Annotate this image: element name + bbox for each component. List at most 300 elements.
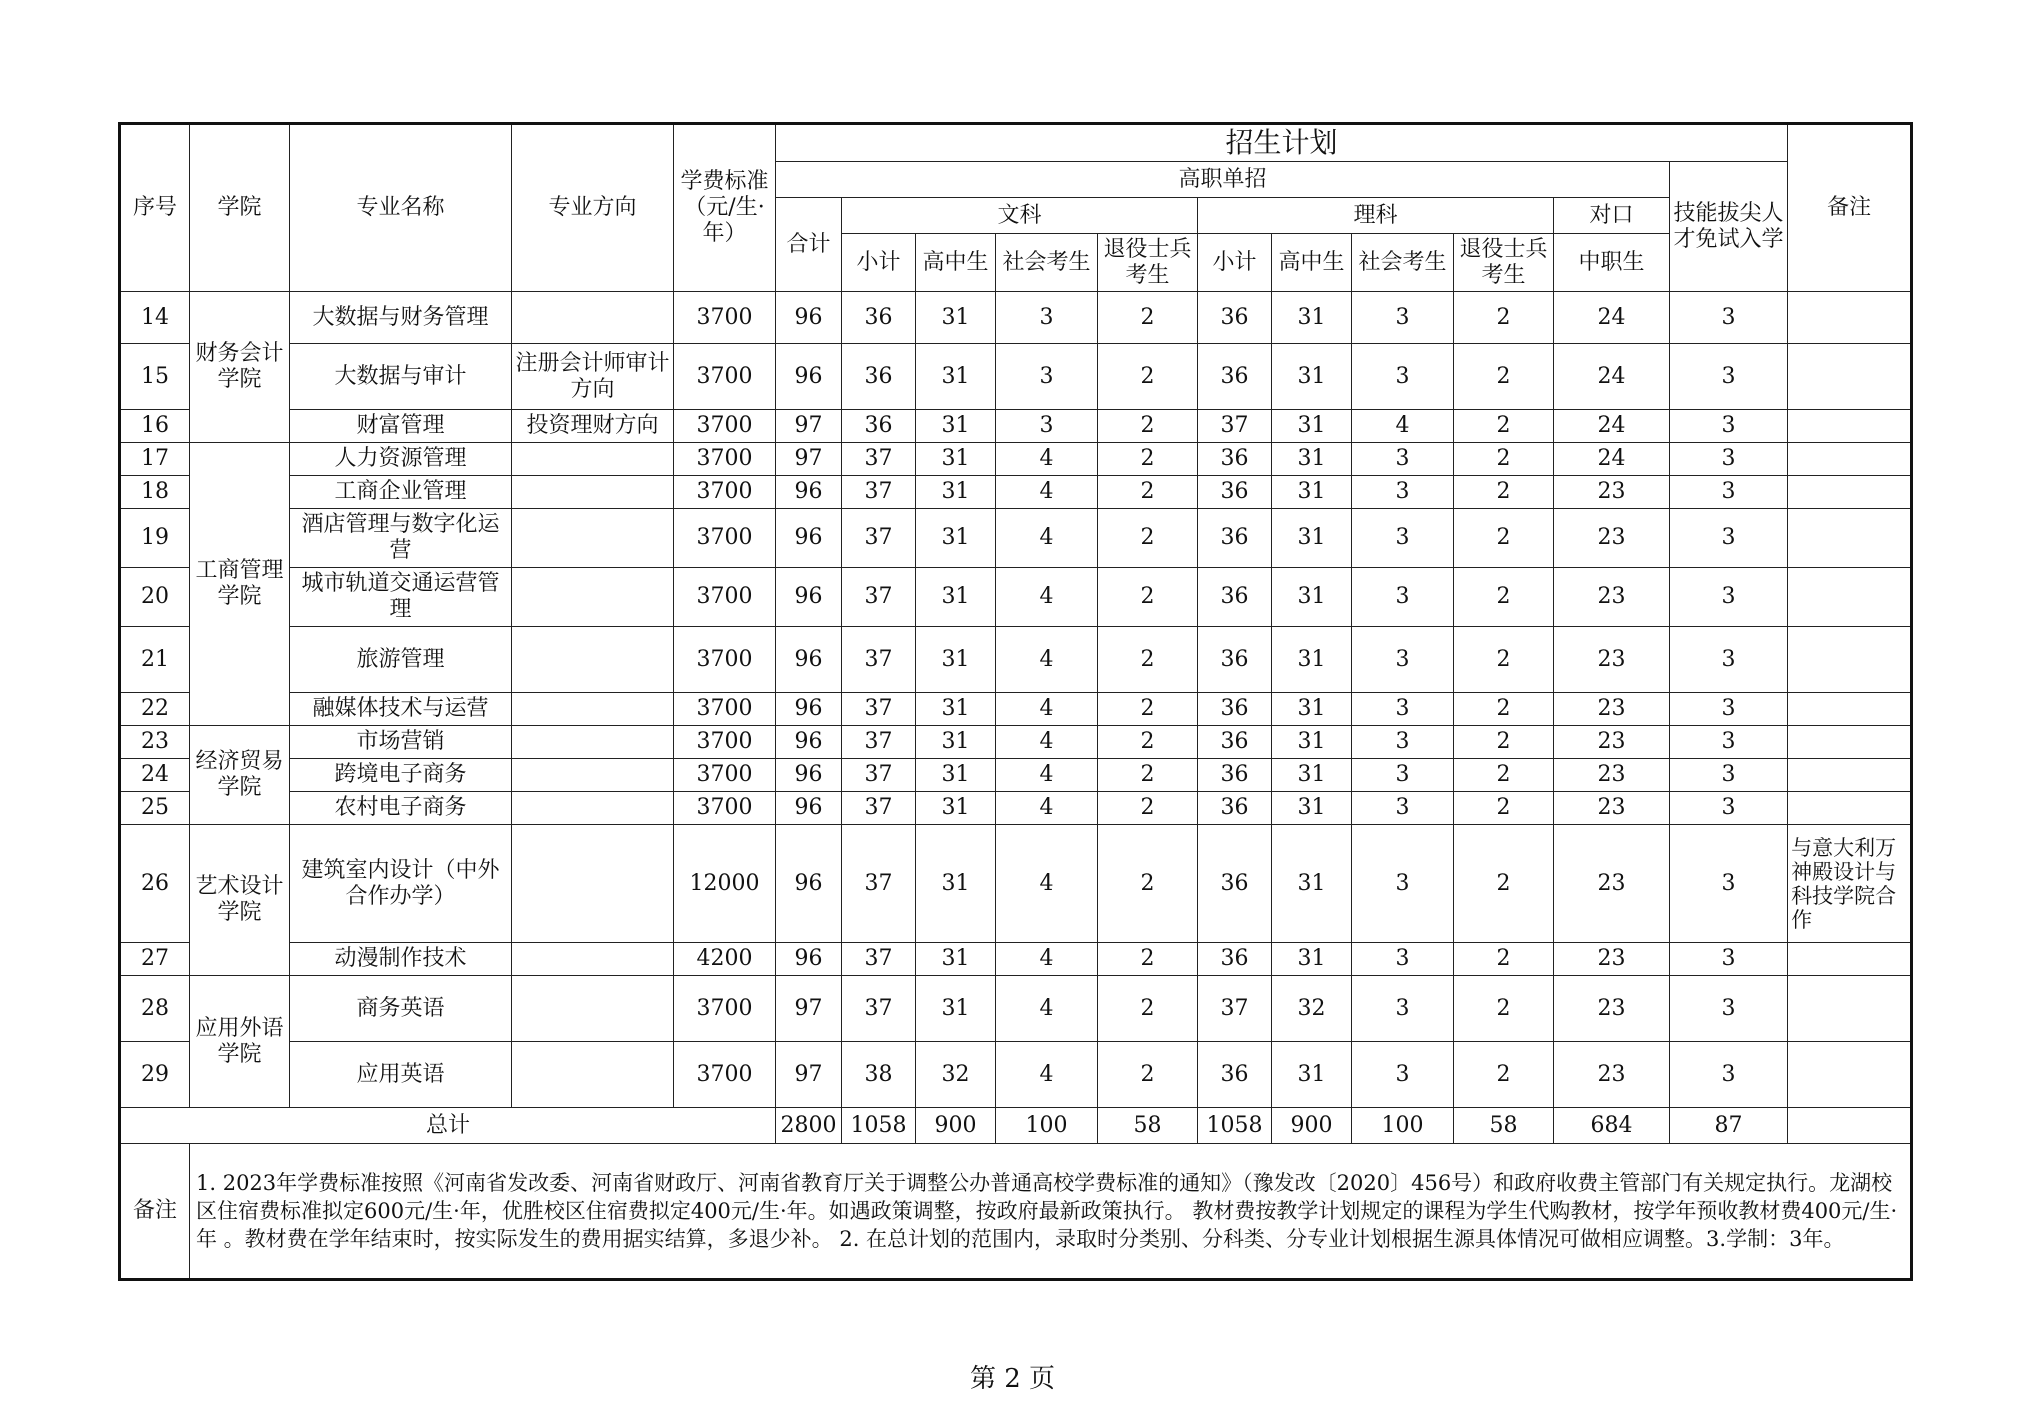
total-value: 97 bbox=[776, 1042, 842, 1108]
duikou-value: 24 bbox=[1554, 410, 1670, 443]
skill-value: 3 bbox=[1670, 344, 1788, 410]
arts-veteran-value: 2 bbox=[1098, 792, 1198, 825]
arts-social-value: 4 bbox=[996, 693, 1098, 726]
header-seq: 序号 bbox=[120, 124, 190, 292]
row-number: 20 bbox=[120, 568, 190, 627]
arts-highschool-value: 31 bbox=[916, 792, 996, 825]
skill-value: 3 bbox=[1670, 627, 1788, 693]
total-value: 96 bbox=[776, 792, 842, 825]
arts-highschool-value: 31 bbox=[916, 568, 996, 627]
arts-veteran-value: 2 bbox=[1098, 410, 1198, 443]
header-science-highschool: 高中生 bbox=[1272, 234, 1352, 292]
tuition-fee: 3700 bbox=[674, 792, 776, 825]
duikou-value: 24 bbox=[1554, 443, 1670, 476]
duikou-value: 24 bbox=[1554, 344, 1670, 410]
arts-subtotal-value: 37 bbox=[842, 825, 916, 943]
table-row bbox=[120, 410, 1912, 443]
major-name: 大数据与审计 bbox=[290, 344, 512, 410]
header-arts-subtotal: 小计 bbox=[842, 234, 916, 292]
major-direction: 投资理财方向 bbox=[512, 410, 674, 443]
science-social-value: 3 bbox=[1352, 976, 1454, 1042]
arts-subtotal-value: 37 bbox=[842, 693, 916, 726]
tuition-fee: 3700 bbox=[674, 568, 776, 627]
major-direction bbox=[512, 825, 674, 943]
total-science-highschool: 900 bbox=[1272, 1108, 1352, 1144]
remark-value bbox=[1788, 344, 1912, 410]
science-highschool-value: 31 bbox=[1272, 726, 1352, 759]
science-veteran-value: 2 bbox=[1454, 943, 1554, 976]
header-arts-highschool: 高中生 bbox=[916, 234, 996, 292]
tuition-fee: 3700 bbox=[674, 1042, 776, 1108]
science-veteran-value: 2 bbox=[1454, 792, 1554, 825]
totals-label: 总计 bbox=[120, 1108, 776, 1144]
science-highschool-value: 31 bbox=[1272, 943, 1352, 976]
tuition-fee: 4200 bbox=[674, 943, 776, 976]
remark-value bbox=[1788, 568, 1912, 627]
header-duikou: 对口 bbox=[1554, 198, 1670, 234]
table-row bbox=[120, 509, 1912, 568]
major-name: 动漫制作技术 bbox=[290, 943, 512, 976]
major-name: 酒店管理与数字化运营 bbox=[290, 509, 512, 568]
arts-social-value: 4 bbox=[996, 443, 1098, 476]
science-social-value: 3 bbox=[1352, 726, 1454, 759]
table-row bbox=[120, 693, 1912, 726]
science-subtotal-value: 36 bbox=[1198, 693, 1272, 726]
table-row bbox=[120, 726, 1912, 759]
table-row bbox=[120, 627, 1912, 693]
arts-highschool-value: 31 bbox=[916, 627, 996, 693]
arts-social-value: 3 bbox=[996, 410, 1098, 443]
skill-value: 3 bbox=[1670, 509, 1788, 568]
header-direction: 专业方向 bbox=[512, 124, 674, 292]
major-direction bbox=[512, 476, 674, 509]
tuition-fee: 3700 bbox=[674, 410, 776, 443]
major-direction bbox=[512, 976, 674, 1042]
skill-value: 3 bbox=[1670, 693, 1788, 726]
major-name: 农村电子商务 bbox=[290, 792, 512, 825]
college-name: 经济贸易学院 bbox=[190, 726, 290, 825]
header-science-subtotal: 小计 bbox=[1198, 234, 1272, 292]
total-value: 96 bbox=[776, 693, 842, 726]
arts-social-value: 4 bbox=[996, 509, 1098, 568]
major-direction bbox=[512, 693, 674, 726]
table-row bbox=[120, 476, 1912, 509]
science-social-value: 3 bbox=[1352, 759, 1454, 792]
major-name: 旅游管理 bbox=[290, 627, 512, 693]
arts-subtotal-value: 36 bbox=[842, 292, 916, 344]
major-name: 工商企业管理 bbox=[290, 476, 512, 509]
total-arts-veteran: 58 bbox=[1098, 1108, 1198, 1144]
total-value: 96 bbox=[776, 627, 842, 693]
major-name: 跨境电子商务 bbox=[290, 759, 512, 792]
total-value: 96 bbox=[776, 943, 842, 976]
tuition-fee: 3700 bbox=[674, 476, 776, 509]
arts-veteran-value: 2 bbox=[1098, 568, 1198, 627]
arts-subtotal-value: 38 bbox=[842, 1042, 916, 1108]
row-number: 15 bbox=[120, 344, 190, 410]
row-number: 19 bbox=[120, 509, 190, 568]
arts-subtotal-value: 37 bbox=[842, 568, 916, 627]
remark-value bbox=[1788, 292, 1912, 344]
row-number: 16 bbox=[120, 410, 190, 443]
row-number: 25 bbox=[120, 792, 190, 825]
header-plan: 招生计划 bbox=[776, 124, 1788, 162]
totals-row bbox=[120, 1108, 1912, 1144]
science-subtotal-value: 36 bbox=[1198, 344, 1272, 410]
science-highschool-value: 31 bbox=[1272, 825, 1352, 943]
science-subtotal-value: 37 bbox=[1198, 410, 1272, 443]
header-zhongzhi: 中职生 bbox=[1554, 234, 1670, 292]
table-row bbox=[120, 976, 1912, 1042]
arts-veteran-value: 2 bbox=[1098, 693, 1198, 726]
remark-value bbox=[1788, 627, 1912, 693]
row-number: 14 bbox=[120, 292, 190, 344]
major-direction bbox=[512, 759, 674, 792]
arts-highschool-value: 31 bbox=[916, 976, 996, 1042]
science-veteran-value: 2 bbox=[1454, 693, 1554, 726]
science-veteran-value: 2 bbox=[1454, 344, 1554, 410]
science-subtotal-value: 36 bbox=[1198, 476, 1272, 509]
total-value: 96 bbox=[776, 759, 842, 792]
arts-veteran-value: 2 bbox=[1098, 825, 1198, 943]
major-direction bbox=[512, 943, 674, 976]
total-value: 96 bbox=[776, 726, 842, 759]
arts-veteran-value: 2 bbox=[1098, 759, 1198, 792]
arts-highschool-value: 31 bbox=[916, 693, 996, 726]
major-direction bbox=[512, 627, 674, 693]
skill-value: 3 bbox=[1670, 292, 1788, 344]
arts-social-value: 4 bbox=[996, 726, 1098, 759]
table-row bbox=[120, 344, 1912, 410]
tuition-fee: 3700 bbox=[674, 726, 776, 759]
arts-subtotal-value: 37 bbox=[842, 943, 916, 976]
row-number: 22 bbox=[120, 693, 190, 726]
skill-value: 3 bbox=[1670, 443, 1788, 476]
science-veteran-value: 2 bbox=[1454, 976, 1554, 1042]
science-subtotal-value: 36 bbox=[1198, 627, 1272, 693]
total-value: 96 bbox=[776, 476, 842, 509]
duikou-value: 23 bbox=[1554, 759, 1670, 792]
arts-veteran-value: 2 bbox=[1098, 943, 1198, 976]
table-row bbox=[120, 568, 1912, 627]
duikou-value: 23 bbox=[1554, 627, 1670, 693]
row-number: 24 bbox=[120, 759, 190, 792]
science-subtotal-value: 36 bbox=[1198, 568, 1272, 627]
major-direction bbox=[512, 792, 674, 825]
remark-value bbox=[1788, 759, 1912, 792]
arts-veteran-value: 2 bbox=[1098, 976, 1198, 1042]
science-social-value: 3 bbox=[1352, 292, 1454, 344]
remark-value bbox=[1788, 443, 1912, 476]
arts-subtotal-value: 37 bbox=[842, 726, 916, 759]
duikou-value: 23 bbox=[1554, 825, 1670, 943]
skill-value: 3 bbox=[1670, 759, 1788, 792]
tuition-fee: 3700 bbox=[674, 627, 776, 693]
table-row bbox=[120, 759, 1912, 792]
row-number: 17 bbox=[120, 443, 190, 476]
row-number: 27 bbox=[120, 943, 190, 976]
arts-highschool-value: 31 bbox=[916, 344, 996, 410]
arts-veteran-value: 2 bbox=[1098, 726, 1198, 759]
total-science-veteran: 58 bbox=[1454, 1108, 1554, 1144]
major-name: 商务英语 bbox=[290, 976, 512, 1042]
science-social-value: 3 bbox=[1352, 1042, 1454, 1108]
major-direction bbox=[512, 568, 674, 627]
duikou-value: 23 bbox=[1554, 693, 1670, 726]
total-value: 96 bbox=[776, 344, 842, 410]
row-number: 28 bbox=[120, 976, 190, 1042]
total-value: 97 bbox=[776, 976, 842, 1042]
science-highschool-value: 31 bbox=[1272, 693, 1352, 726]
row-number: 18 bbox=[120, 476, 190, 509]
science-veteran-value: 2 bbox=[1454, 627, 1554, 693]
arts-social-value: 3 bbox=[996, 292, 1098, 344]
major-direction: 注册会计师审计方向 bbox=[512, 344, 674, 410]
science-social-value: 3 bbox=[1352, 476, 1454, 509]
science-veteran-value: 2 bbox=[1454, 759, 1554, 792]
college-name: 财务会计学院 bbox=[190, 292, 290, 443]
science-social-value: 3 bbox=[1352, 792, 1454, 825]
header-fee: 学费标准（元/生·年） bbox=[674, 124, 776, 292]
header-single-recruit: 高职单招 bbox=[776, 162, 1670, 198]
arts-veteran-value: 2 bbox=[1098, 476, 1198, 509]
total-arts-social: 100 bbox=[996, 1108, 1098, 1144]
header-science-veteran: 退役士兵考生 bbox=[1454, 234, 1554, 292]
arts-highschool-value: 32 bbox=[916, 1042, 996, 1108]
arts-highschool-value: 31 bbox=[916, 509, 996, 568]
tuition-fee: 12000 bbox=[674, 825, 776, 943]
arts-highschool-value: 31 bbox=[916, 292, 996, 344]
major-name: 人力资源管理 bbox=[290, 443, 512, 476]
major-name: 融媒体技术与运营 bbox=[290, 693, 512, 726]
arts-social-value: 4 bbox=[996, 476, 1098, 509]
science-subtotal-value: 36 bbox=[1198, 759, 1272, 792]
arts-veteran-value: 2 bbox=[1098, 627, 1198, 693]
table-row bbox=[120, 943, 1912, 976]
science-veteran-value: 2 bbox=[1454, 292, 1554, 344]
totals-remark-empty bbox=[1788, 1108, 1912, 1144]
science-veteran-value: 2 bbox=[1454, 509, 1554, 568]
arts-highschool-value: 31 bbox=[916, 410, 996, 443]
enrollment-plan-table bbox=[118, 122, 1913, 1281]
science-subtotal-value: 36 bbox=[1198, 792, 1272, 825]
science-highschool-value: 31 bbox=[1272, 759, 1352, 792]
header-major: 专业名称 bbox=[290, 124, 512, 292]
header-remark: 备注 bbox=[1788, 124, 1912, 292]
remark-value bbox=[1788, 792, 1912, 825]
major-name: 大数据与财务管理 bbox=[290, 292, 512, 344]
notes-label: 备注 bbox=[120, 1144, 190, 1280]
duikou-value: 24 bbox=[1554, 292, 1670, 344]
tuition-fee: 3700 bbox=[674, 443, 776, 476]
skill-value: 3 bbox=[1670, 476, 1788, 509]
remark-value bbox=[1788, 1042, 1912, 1108]
duikou-value: 23 bbox=[1554, 509, 1670, 568]
science-subtotal-value: 36 bbox=[1198, 825, 1272, 943]
notes-row bbox=[120, 1144, 1912, 1280]
total-value: 97 bbox=[776, 410, 842, 443]
tuition-fee: 3700 bbox=[674, 759, 776, 792]
arts-social-value: 4 bbox=[996, 627, 1098, 693]
science-highschool-value: 31 bbox=[1272, 476, 1352, 509]
arts-social-value: 4 bbox=[996, 1042, 1098, 1108]
arts-highschool-value: 31 bbox=[916, 726, 996, 759]
total-science-subtotal: 1058 bbox=[1198, 1108, 1272, 1144]
row-number: 29 bbox=[120, 1042, 190, 1108]
science-veteran-value: 2 bbox=[1454, 476, 1554, 509]
row-number: 23 bbox=[120, 726, 190, 759]
header-arts: 文科 bbox=[842, 198, 1198, 234]
total-arts-subtotal: 1058 bbox=[842, 1108, 916, 1144]
major-name: 市场营销 bbox=[290, 726, 512, 759]
total-arts-highschool: 900 bbox=[916, 1108, 996, 1144]
science-social-value: 4 bbox=[1352, 410, 1454, 443]
duikou-value: 23 bbox=[1554, 476, 1670, 509]
college-name: 艺术设计学院 bbox=[190, 825, 290, 976]
science-social-value: 3 bbox=[1352, 693, 1454, 726]
table-row bbox=[120, 292, 1912, 344]
remark-value bbox=[1788, 509, 1912, 568]
tuition-fee: 3700 bbox=[674, 509, 776, 568]
science-highschool-value: 32 bbox=[1272, 976, 1352, 1042]
header-science: 理科 bbox=[1198, 198, 1554, 234]
arts-social-value: 4 bbox=[996, 976, 1098, 1042]
arts-subtotal-value: 37 bbox=[842, 443, 916, 476]
remark-value bbox=[1788, 693, 1912, 726]
header-college: 学院 bbox=[190, 124, 290, 292]
arts-highschool-value: 31 bbox=[916, 443, 996, 476]
duikou-value: 23 bbox=[1554, 1042, 1670, 1108]
remark-value bbox=[1788, 726, 1912, 759]
major-name: 财富管理 bbox=[290, 410, 512, 443]
science-subtotal-value: 37 bbox=[1198, 976, 1272, 1042]
science-social-value: 3 bbox=[1352, 943, 1454, 976]
science-highschool-value: 31 bbox=[1272, 410, 1352, 443]
science-social-value: 3 bbox=[1352, 568, 1454, 627]
major-name: 应用英语 bbox=[290, 1042, 512, 1108]
tuition-fee: 3700 bbox=[674, 693, 776, 726]
science-veteran-value: 2 bbox=[1454, 726, 1554, 759]
major-name: 城市轨道交通运营管理 bbox=[290, 568, 512, 627]
science-highschool-value: 31 bbox=[1272, 292, 1352, 344]
arts-subtotal-value: 37 bbox=[842, 627, 916, 693]
science-subtotal-value: 36 bbox=[1198, 1042, 1272, 1108]
skill-value: 3 bbox=[1670, 792, 1788, 825]
science-highschool-value: 31 bbox=[1272, 792, 1352, 825]
arts-subtotal-value: 37 bbox=[842, 509, 916, 568]
arts-social-value: 4 bbox=[996, 792, 1098, 825]
science-social-value: 3 bbox=[1352, 443, 1454, 476]
arts-subtotal-value: 36 bbox=[842, 344, 916, 410]
arts-subtotal-value: 37 bbox=[842, 976, 916, 1042]
arts-subtotal-value: 37 bbox=[842, 476, 916, 509]
major-direction bbox=[512, 1042, 674, 1108]
duikou-value: 23 bbox=[1554, 568, 1670, 627]
total-value: 96 bbox=[776, 292, 842, 344]
duikou-value: 23 bbox=[1554, 976, 1670, 1042]
page-number: 第 2 页 bbox=[969, 1364, 1056, 1394]
total-value: 96 bbox=[776, 509, 842, 568]
arts-veteran-value: 2 bbox=[1098, 509, 1198, 568]
remark-value bbox=[1788, 976, 1912, 1042]
table-row bbox=[120, 443, 1912, 476]
header-skill: 技能拔尖人才免试入学 bbox=[1670, 162, 1788, 292]
arts-highschool-value: 31 bbox=[916, 943, 996, 976]
header-science-social: 社会考生 bbox=[1352, 234, 1454, 292]
total-skill: 87 bbox=[1670, 1108, 1788, 1144]
arts-social-value: 4 bbox=[996, 759, 1098, 792]
science-veteran-value: 2 bbox=[1454, 1042, 1554, 1108]
duikou-value: 23 bbox=[1554, 726, 1670, 759]
remark-value bbox=[1788, 943, 1912, 976]
arts-social-value: 3 bbox=[996, 344, 1098, 410]
total-duikou: 684 bbox=[1554, 1108, 1670, 1144]
science-subtotal-value: 36 bbox=[1198, 509, 1272, 568]
science-subtotal-value: 36 bbox=[1198, 943, 1272, 976]
science-social-value: 3 bbox=[1352, 344, 1454, 410]
science-veteran-value: 2 bbox=[1454, 443, 1554, 476]
college-name: 工商管理学院 bbox=[190, 443, 290, 726]
science-social-value: 3 bbox=[1352, 627, 1454, 693]
arts-veteran-value: 2 bbox=[1098, 344, 1198, 410]
duikou-value: 23 bbox=[1554, 943, 1670, 976]
total-value: 97 bbox=[776, 443, 842, 476]
skill-value: 3 bbox=[1670, 410, 1788, 443]
major-name: 建筑室内设计（中外合作办学） bbox=[290, 825, 512, 943]
science-veteran-value: 2 bbox=[1454, 568, 1554, 627]
science-subtotal-value: 36 bbox=[1198, 726, 1272, 759]
duikou-value: 23 bbox=[1554, 792, 1670, 825]
science-highschool-value: 31 bbox=[1272, 568, 1352, 627]
table-row bbox=[120, 825, 1912, 943]
science-social-value: 3 bbox=[1352, 509, 1454, 568]
science-highschool-value: 31 bbox=[1272, 344, 1352, 410]
college-name: 应用外语学院 bbox=[190, 976, 290, 1108]
arts-social-value: 4 bbox=[996, 943, 1098, 976]
total-total: 2800 bbox=[776, 1108, 842, 1144]
arts-highschool-value: 31 bbox=[916, 759, 996, 792]
skill-value: 3 bbox=[1670, 825, 1788, 943]
arts-veteran-value: 2 bbox=[1098, 443, 1198, 476]
science-subtotal-value: 36 bbox=[1198, 292, 1272, 344]
arts-highschool-value: 31 bbox=[916, 825, 996, 943]
major-direction bbox=[512, 509, 674, 568]
tuition-fee: 3700 bbox=[674, 292, 776, 344]
row-number: 21 bbox=[120, 627, 190, 693]
arts-subtotal-value: 37 bbox=[842, 792, 916, 825]
remark-value bbox=[1788, 410, 1912, 443]
tuition-fee: 3700 bbox=[674, 976, 776, 1042]
skill-value: 3 bbox=[1670, 568, 1788, 627]
science-social-value: 3 bbox=[1352, 825, 1454, 943]
skill-value: 3 bbox=[1670, 726, 1788, 759]
science-veteran-value: 2 bbox=[1454, 410, 1554, 443]
science-highschool-value: 31 bbox=[1272, 1042, 1352, 1108]
skill-value: 3 bbox=[1670, 943, 1788, 976]
notes-text: 1. 2023年学费标准按照《河南省发改委、河南省财政厅、河南省教育厅关于调整公办普通高校学费标准的通知》（豫发改〔2020〕456号）和政府收费主管部门有关规定执行。龙湖校区住宿费标准拟定600元/生·年，优胜校区住宿费拟定400元/生·年。如遇政策调整，按政府最新政策执行。 教材费按教学计划规定的课程为学生代购教材，按学年预收教材费400元/生·年 。教材费在学年结束时，按实际发生的费用据实结算，多退少补。 2. 在总计划的范围内，录取时分类别、分科类、分专业计划根据生源具体情况可做相应调整。3.学制：3年。 bbox=[190, 1144, 1912, 1280]
science-highschool-value: 31 bbox=[1272, 509, 1352, 568]
total-science-social: 100 bbox=[1352, 1108, 1454, 1144]
science-subtotal-value: 36 bbox=[1198, 443, 1272, 476]
science-highschool-value: 31 bbox=[1272, 627, 1352, 693]
skill-value: 3 bbox=[1670, 1042, 1788, 1108]
header-arts-veteran: 退役士兵考生 bbox=[1098, 234, 1198, 292]
row-number: 26 bbox=[120, 825, 190, 943]
remark-value bbox=[1788, 476, 1912, 509]
header-arts-social: 社会考生 bbox=[996, 234, 1098, 292]
arts-subtotal-value: 36 bbox=[842, 410, 916, 443]
major-direction bbox=[512, 726, 674, 759]
